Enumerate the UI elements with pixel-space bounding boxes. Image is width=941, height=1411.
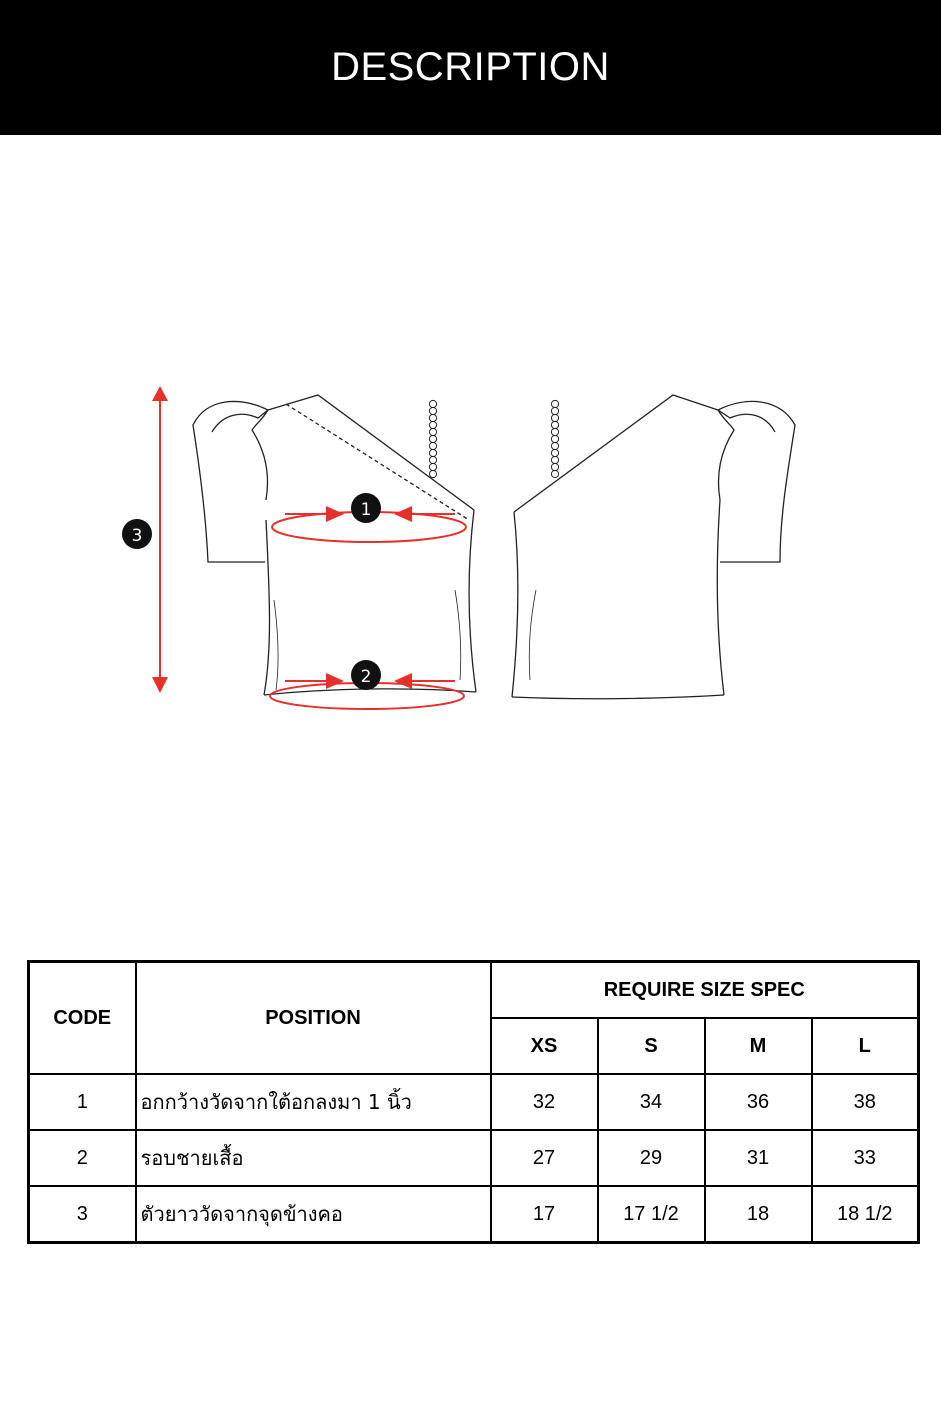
garment-diagram [0, 135, 941, 935]
front-garment [193, 395, 476, 695]
bead-strap-front [429, 400, 436, 477]
row-value: 36 [705, 1074, 812, 1130]
row-position: ตัวยาววัดจากจุดข้างคอ [136, 1186, 491, 1243]
size-xs: XS [491, 1018, 598, 1074]
row-value: 27 [491, 1130, 598, 1186]
row-code: 1 [29, 1074, 136, 1130]
marker-1-label: 1 [360, 500, 372, 520]
row-value: 17 1/2 [598, 1186, 705, 1243]
row-code: 2 [29, 1130, 136, 1186]
row-position: รอบชายเสื้อ [136, 1130, 491, 1186]
table-header-row [29, 962, 919, 1019]
row-value: 17 [491, 1186, 598, 1243]
row-value: 32 [491, 1074, 598, 1130]
size-s: S [598, 1018, 705, 1074]
bead-strap-back [551, 400, 558, 477]
table-row [29, 1130, 919, 1186]
marker-3-label: 3 [131, 526, 143, 546]
row-code: 3 [29, 1186, 136, 1243]
row-value: 18 [705, 1186, 812, 1243]
row-value: 31 [705, 1130, 812, 1186]
marker-2-label: 2 [360, 667, 372, 687]
garment-sketch [0, 135, 941, 935]
marker-3 [122, 519, 152, 549]
back-garment [512, 395, 795, 699]
row-value: 33 [812, 1130, 919, 1186]
table-row [29, 1186, 919, 1243]
marker-1 [351, 493, 381, 523]
row-value: 34 [598, 1074, 705, 1130]
row-position: อกกว้างวัดจากใต้อกลงมา 1 นิ้ว [136, 1074, 491, 1130]
page-title: DESCRIPTION [331, 45, 610, 89]
size-l: L [812, 1018, 919, 1074]
size-m: M [705, 1018, 812, 1074]
table-row [29, 1074, 919, 1130]
row-value: 18 1/2 [812, 1186, 919, 1243]
row-value: 29 [598, 1130, 705, 1186]
length-arrow [152, 386, 168, 693]
spec-header: REQUIRE SIZE SPEC [491, 962, 919, 1019]
position-header: POSITION [136, 962, 491, 1075]
size-spec-table [27, 960, 920, 1244]
header-bar [0, 0, 941, 135]
row-value: 38 [812, 1074, 919, 1130]
code-header: CODE [29, 962, 136, 1075]
marker-2 [351, 660, 381, 690]
